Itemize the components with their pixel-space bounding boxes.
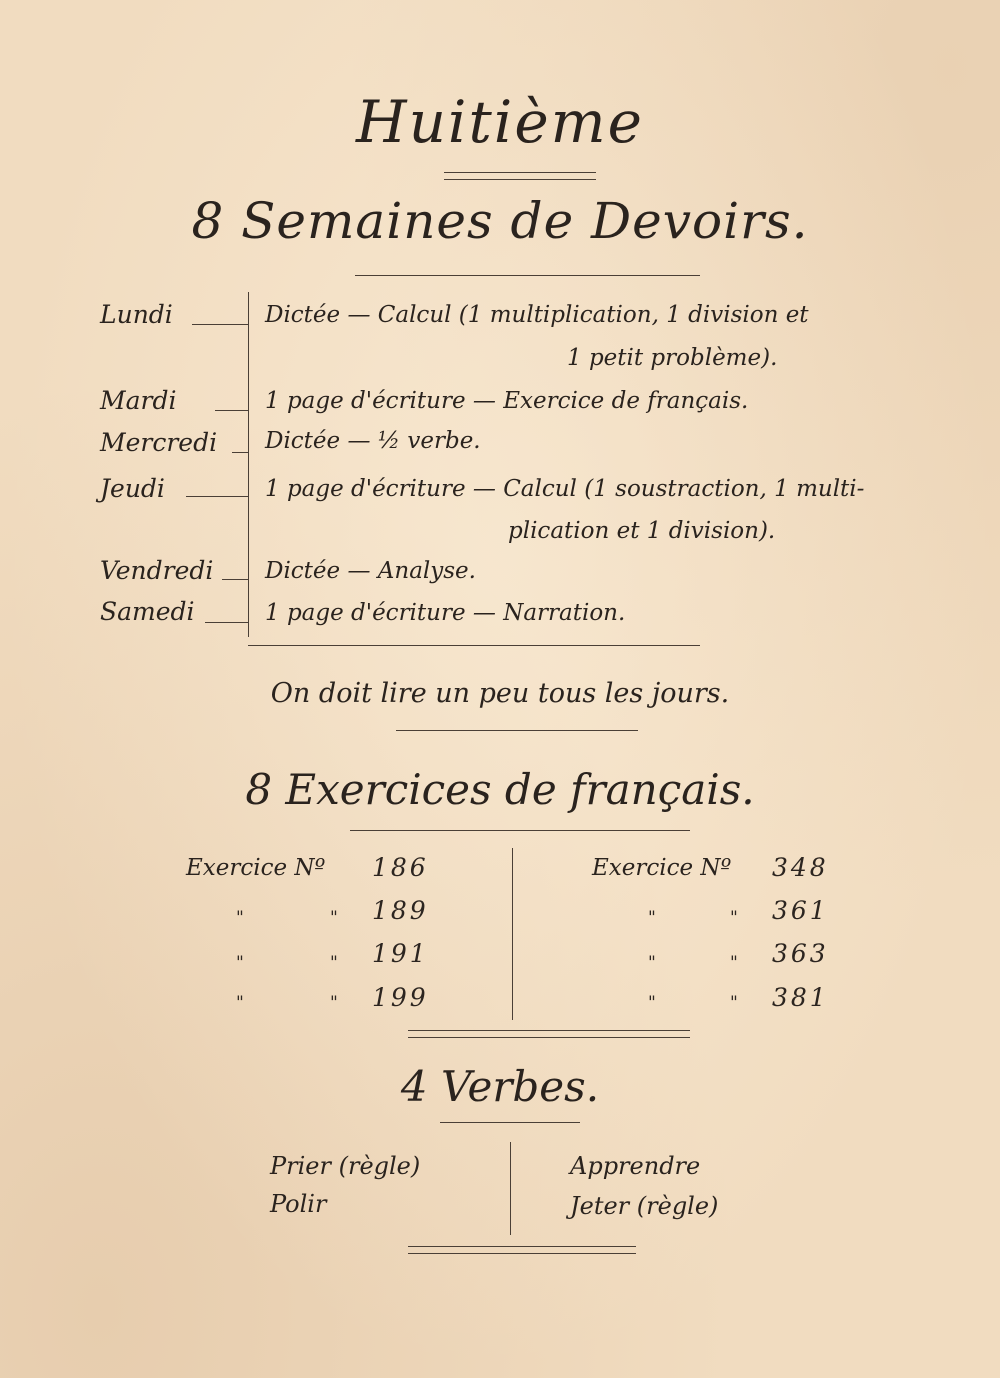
exercise-number: 189 (372, 896, 429, 925)
exercises-divider (512, 848, 513, 1020)
verb-item: Apprendre (570, 1152, 701, 1180)
verbs-double-rule (408, 1246, 636, 1254)
exercise-number: 361 (772, 896, 829, 925)
exercise-right-label: Exercice Nº (592, 855, 732, 881)
exercise-left-label: Exercice Nº (186, 855, 326, 881)
reading-note: On doit lire un peu tous les jours. (270, 678, 730, 709)
day-saturday: Samedi (100, 597, 195, 626)
day-leader-line (215, 410, 248, 411)
task-monday-1: Dictée — Calcul (1 multiplication, 1 division et (265, 302, 809, 328)
day-tuesday: Mardi (100, 386, 177, 415)
exercise-number: 199 (372, 983, 429, 1012)
exercise-number: 191 (372, 939, 429, 968)
exercise-number: 186 (372, 853, 429, 882)
ditto-mark: " (730, 993, 738, 1013)
exercise-number: 381 (772, 983, 829, 1012)
task-thursday-2: plication et 1 division). (508, 518, 776, 544)
ditto-mark: " (236, 993, 244, 1013)
ditto-mark: " (236, 908, 244, 928)
day-leader-line (192, 324, 248, 325)
verb-item: Prier (règle) (270, 1152, 421, 1180)
verb-item: Jeter (règle) (570, 1192, 719, 1220)
note-underline (396, 730, 638, 731)
exercises-title-rule (350, 830, 690, 831)
task-thursday-1: 1 page d'écriture — Calcul (1 soustraction, 1 multi- (265, 476, 865, 502)
day-leader-line (205, 622, 248, 623)
ditto-mark: " (648, 993, 656, 1013)
page-subtitle: 8 Semaines de Devoirs. (191, 192, 809, 250)
day-thursday: Jeudi (100, 474, 165, 503)
task-tuesday: 1 page d'écriture — Exercice de français. (265, 388, 749, 414)
ditto-mark: " (236, 953, 244, 973)
exercises-double-rule (408, 1030, 690, 1038)
verbs-title: 4 Verbes. (400, 1062, 600, 1111)
exercise-number: 363 (772, 939, 829, 968)
verb-item: Polir (270, 1190, 327, 1218)
ditto-mark: " (648, 953, 656, 973)
ditto-mark: " (648, 908, 656, 928)
day-friday: Vendredi (100, 556, 214, 585)
schedule-divider (248, 292, 249, 637)
subtitle-rule (355, 275, 700, 276)
day-wednesday: Mercredi (100, 428, 218, 457)
day-leader-line (232, 452, 248, 453)
exercise-number: 348 (772, 853, 829, 882)
ditto-mark: " (730, 953, 738, 973)
ditto-mark: " (730, 908, 738, 928)
task-monday-2: 1 petit problème). (567, 345, 778, 371)
ditto-mark: " (330, 953, 338, 973)
ditto-mark: " (330, 993, 338, 1013)
verbs-divider (510, 1142, 511, 1235)
ditto-mark: " (330, 908, 338, 928)
title-double-rule (444, 172, 596, 180)
verbs-title-rule (440, 1122, 580, 1123)
exercises-title: 8 Exercices de français. (245, 765, 755, 814)
day-leader-line (222, 579, 248, 580)
page-title: Huitième (356, 88, 644, 156)
task-friday: Dictée — Analyse. (265, 558, 476, 584)
day-leader-line (186, 496, 248, 497)
schedule-bottom-rule (248, 645, 700, 646)
task-wednesday: Dictée — ½ verbe. (265, 428, 481, 454)
task-saturday: 1 page d'écriture — Narration. (265, 600, 626, 626)
day-monday: Lundi (100, 300, 173, 329)
